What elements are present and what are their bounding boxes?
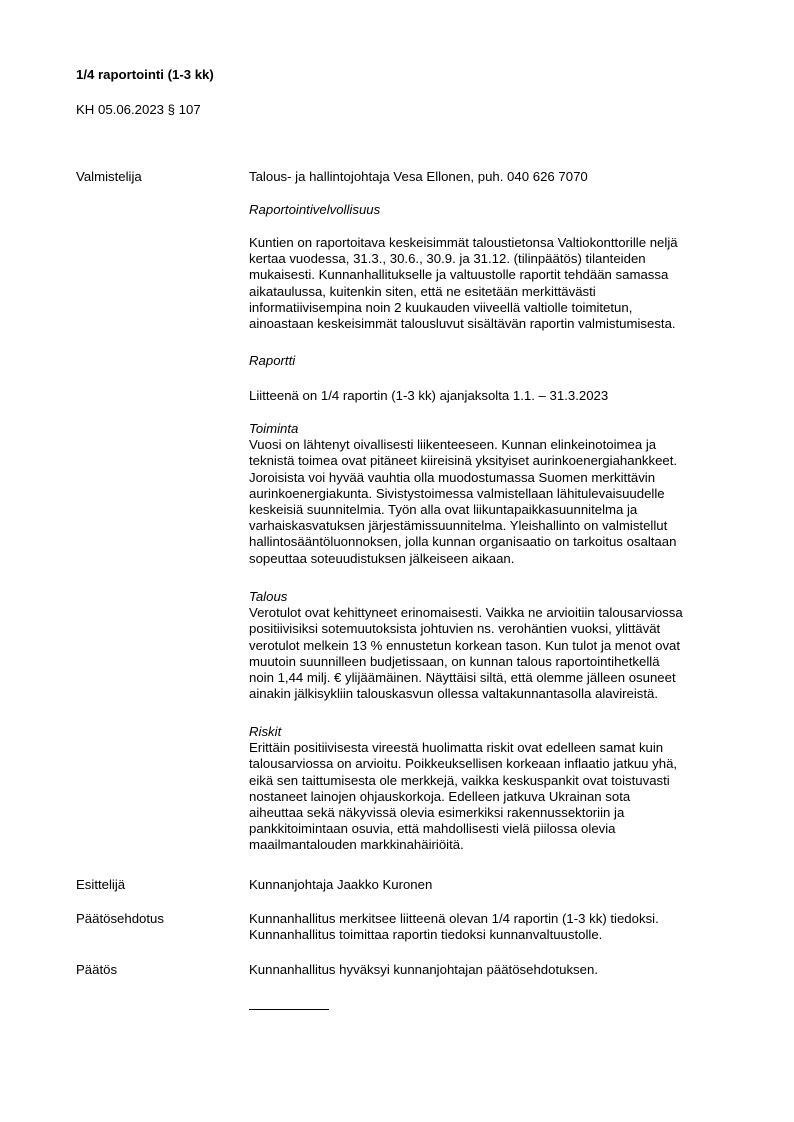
paragraph-line: kertaa vuodessa, 31.3., 30.6., 30.9. ja 31.12. (tilinpäätös) tilanteiden [249,251,646,267]
talous-heading: Talous [249,589,288,604]
paragraph-line: informatiivisempina noin 2 kuukauden viiveellä valtiolle toimitetun, [249,299,633,315]
riskit-heading: Riskit [249,724,282,739]
raportti-text: Liitteenä on 1/4 raportin (1-3 kk) ajanjaksolta 1.1. – 31.3.2023 [249,388,609,403]
paragraph-line: hallintosääntöluonnoksen, jolla kunnan organisaatio on tarkoitus osaltaan [249,534,677,550]
paragraph-line: ainakin jälkisykliin talouskasvun ollessa valtakunnantasolla alavireistä. [249,686,659,702]
raportointivelvollisuus-section [249,202,749,218]
valmistelija-text [249,169,749,185]
toiminta-heading: Toiminta [249,421,299,436]
paragraph-line: pankkitoimintaan osuvia, että mahdollisesti vielä piilossa olevia [249,821,616,837]
riskit-section [249,724,749,854]
meeting-reference: KH 05.06.2023 § 107 [76,102,201,117]
paragraph-line: aurinkoenergiakunta. Sivistystoimessa valmistellaan lähitulevaisuudelle [249,485,665,501]
paatosehdotus-text [249,911,749,943]
paragraph-line: positiivisiksi sotemuutoksista johtuvien ns. verohäntien vuoksi, ylittävät [249,621,661,637]
paragraph-line: nostaneet lainojen ohjauskorkoja. Edelleen jatkuva Ukrainan sota [249,788,631,804]
esittelija-label: Esittelijä [76,877,126,892]
paragraph-line: talousarviossa on arvioitu. Poikkeuksellisen korkeaan inflaatio jatkuu yhä, [249,756,678,772]
paragraph-line: noin 1,44 milj. € ylijäämäinen. Näyttäisi siltä, että olemme jälleen osuneet [249,670,676,686]
paragraph-line: verotulot melkein 13 % ennustetun korkean tason. Kun tulot ja menot ovat [249,637,681,653]
paragraph-line: keskeisiä suunnitelmia. Työn alla ovat liikuntapaikkasuunnitelma ja [249,502,638,518]
paragraph-line: teknistä toimea ovat pitäneet kiireisinä yksityiset aurinkoenergiahankkeet. [249,453,678,469]
paragraph-line: Joroisista voi hyvää vauhtia olla muodostumassa Suomen merkittävin [249,469,656,485]
paragraph-line: Verotulot ovat kehittyneet erinomaisesti. Vaikka ne arvioitiin talousarviossa [249,605,683,621]
paragraph-line: varhaiskasvatuksen järjestämissuunnitelma. Yleishallinto on valmistellut [249,518,668,534]
paragraph-line: sopeuttaa soteuudistuksen jälkeiseen aikaan. [249,550,515,566]
esittelija-text [249,877,749,893]
paatos-value: Kunnanhallitus hyväksyi kunnanjohtajan päätösehdotuksen. [249,962,598,977]
raportti-paragraph [249,388,749,404]
paragraph-line: eikä sen taittumisesta ole merkkejä, vaikka keskuspankit ovat toistuvasti [249,772,670,788]
raportointivelvollisuus-paragraph [249,235,749,332]
valmistelija-value: Talous- ja hallintojohtaja Vesa Ellonen, puh. 040 626 7070 [249,169,588,184]
talous-section [249,589,749,702]
paragraph-line: aiheuttaa sekä näkyvissä olevia esimerkiksi rakennussektoriin ja [249,805,625,821]
raportointivelvollisuus-heading: Raportointivelvollisuus [249,202,381,217]
paatosehdotus-label: Päätösehdotus [76,911,164,926]
raportti-section [249,353,749,369]
paatos-label: Päätös [76,962,118,977]
valmistelija-label: Valmistelija [76,169,142,184]
paragraph-line: mukaisesti. Kunnanhallitukselle ja valtuustolle raportit tehdään samassa [249,267,669,283]
paragraph-line: muutoin suunnilleen budjetissaan, on kunnan talous raportointihetkellä [249,653,660,669]
document-title: 1/4 raportointi (1-3 kk) [76,67,214,82]
paragraph-line: ainoastaan keskeisimmät talousluvut sisältävän raportin valmistumisesta. [249,316,676,332]
paragraph-line: aikataulussa, kuitenkin siten, että ne esitetään merkittävästi [249,283,596,299]
paragraph-line: Kunnanhallitus toimittaa raportin tiedoksi kunnanvaltuustolle. [249,927,603,943]
raportti-heading: Raportti [249,353,296,368]
paragraph-line: Kuntien on raportoitava keskeisimmät taloustietonsa Valtiokonttorille neljä [249,235,678,250]
paatos-text [249,962,749,978]
closing-rule [249,1009,329,1010]
paragraph-line: Erittäin positiivisesta vireestä huolimatta riskit ovat edelleen samat kuin [249,740,664,756]
paragraph-line: Kunnanhallitus merkitsee liitteenä olevan 1/4 raportin (1-3 kk) tiedoksi. [249,911,659,926]
paragraph-line: maailmantalouden markkinahäiriöitä. [249,837,464,853]
esittelija-value: Kunnanjohtaja Jaakko Kuronen [249,877,433,892]
paragraph-line: Vuosi on lähtenyt oivallisesti liikenteeseen. Kunnan elinkeinotoimea ja [249,437,657,453]
toiminta-section [249,421,749,567]
